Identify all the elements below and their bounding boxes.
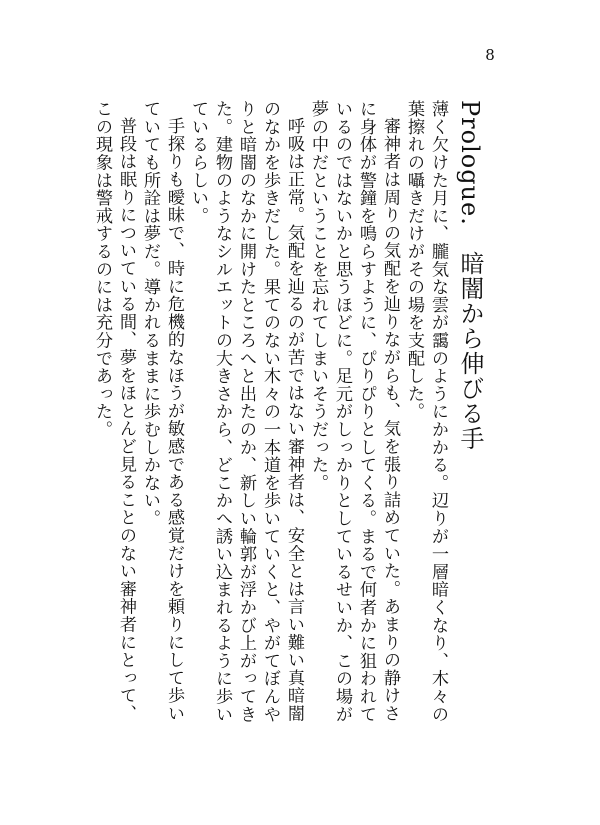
text-block (92, 100, 484, 740)
body-text (90, 100, 450, 740)
page-number: 8 (485, 46, 495, 64)
paragraph: 呼吸は正常。気配を辿るのが苦ではない審神者は、安全とは言い難い真暗闇のなかを歩きだした。果てのない木々の一本道を歩いていくと、やがてぼんやりと暗闇のなかに開けたところへと出たのか、新しい輪郭が浮かび上がってきた。建物のようなシルエットの大きさから、どこかへ誘い込まれるように歩いているらしい。 (188, 100, 304, 723)
paragraph: 普段は眠りについている間、夢をほとんど見ることのない審神者にとって、この現象は警戒するのには充分であった。 (92, 100, 136, 723)
paragraph: 審神者は周りの気配を辿りながらも、気を張り詰めていた。あまりの静けさに身体が警鐘を鳴らすように、ぴりぴりとしてくる。まるで何者かに狙われているのではないかと思うほどに。足元がしっかりとしているせいか、この場が夢の中だということを忘れてしまいそうだった。 (308, 100, 400, 723)
chapter-title: Prologue. 暗闇から伸びる手 (456, 100, 484, 451)
paragraph: 薄く欠けた月に、朧気な雲が靄のようにかかる。辺りが一層暗くなり、木々の葉擦れの囁きだけがその場を支配した。 (404, 100, 448, 723)
paragraph: 手探りも曖昧で、時に危機的なほうが敏感である感覚だけを頼りにして歩いていても所詮は夢だ。導かれるままに歩むしかない。 (140, 100, 184, 723)
